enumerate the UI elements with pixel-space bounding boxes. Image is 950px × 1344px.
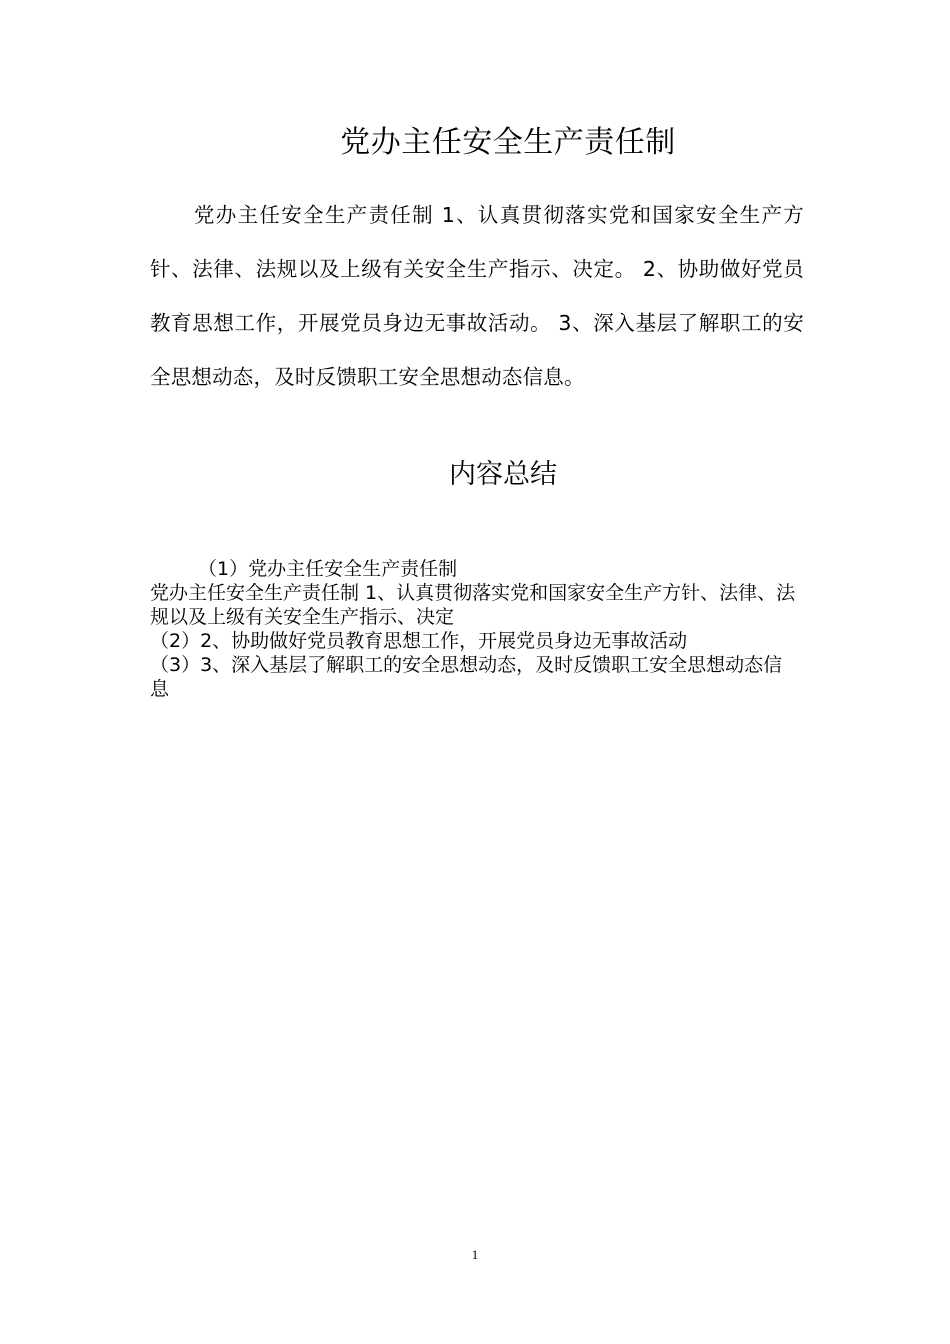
summary-item-3: （3）3、深入基层了解职工的安全思想动态，及时反馈职工安全思想动态信息 <box>150 654 783 700</box>
summary-item-2: （2）2、协助做好党员教育思想工作，开展党员身边无事故活动 <box>150 630 688 652</box>
page-number: 1 <box>471 1247 479 1262</box>
summary-list <box>150 557 798 701</box>
summary-item-1-body: 党办主任安全生产责任制 1、认真贯彻落实党和国家安全生产方针、法律、法规以及上级有关安全生产指示、决定 <box>150 582 796 628</box>
summary-item-1-heading: （1）党办主任安全生产责任制 <box>198 558 458 580</box>
document-title: 党办主任安全生产责任制 <box>340 125 676 160</box>
summary-heading: 内容总结 <box>449 459 557 490</box>
body-paragraph: 党办主任安全生产责任制 1、认真贯彻落实党和国家安全生产方针、法律、法规以及上级有关安全生产指示、决定。 2、协助做好党员教育思想工作，开展党员身边无事故活动。 3、深入基层了解职工的安全思想动态，及时反馈职工安全思想动态信息。 <box>150 203 804 389</box>
